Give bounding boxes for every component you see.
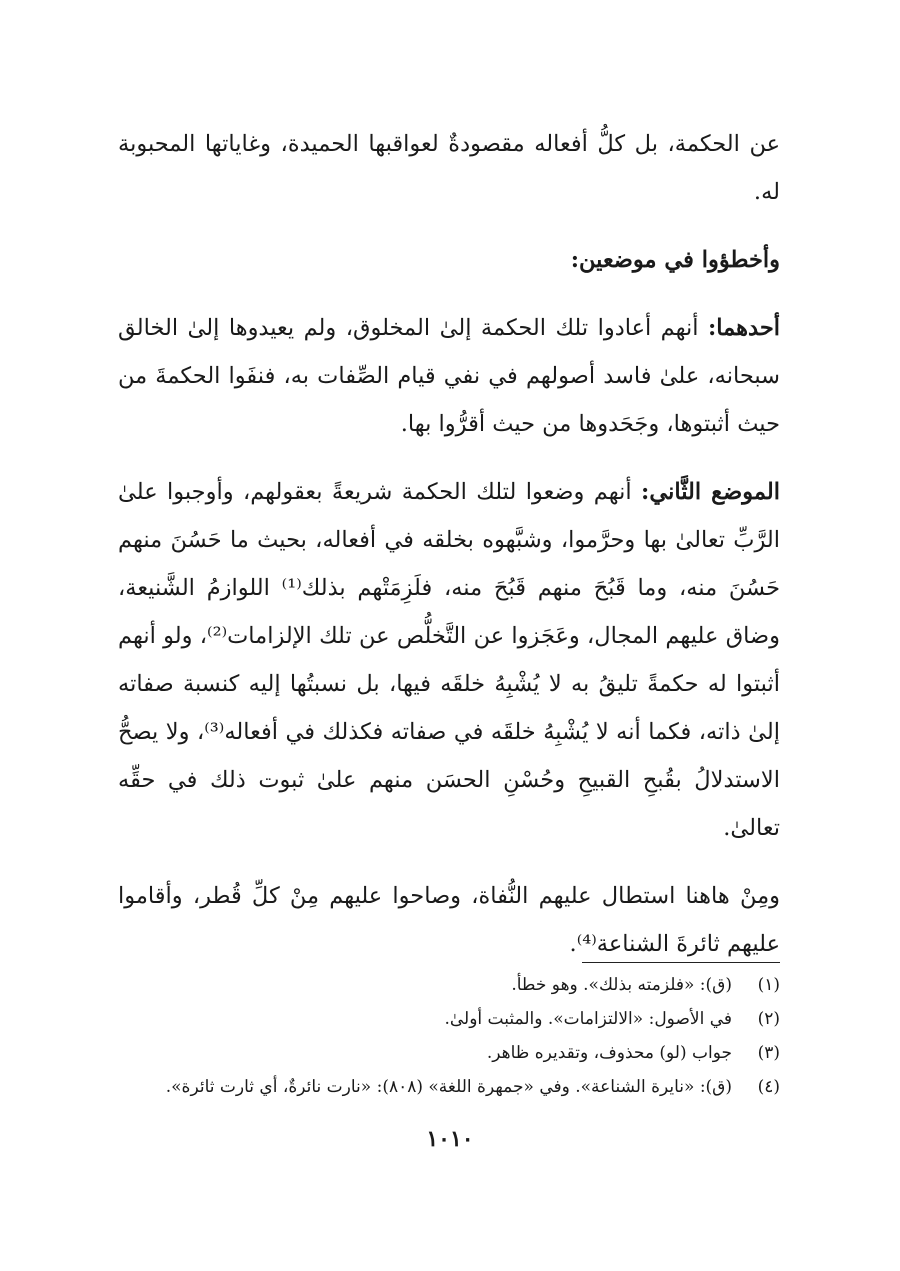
footnote-4 (118, 1070, 780, 1104)
section-heading: وأخطؤوا في موضعين: (570, 247, 780, 273)
footnote-text: (ق): «نايرة الشناعة». وفي «جمهرة اللغة» (٨٠٨): «نارت نائرةٌ، أي ثارت ثائرة». (165, 1077, 732, 1097)
footnote-3 (118, 1036, 780, 1070)
paragraph-3 (118, 468, 780, 852)
footnote-number: (١) (757, 975, 780, 995)
paragraph-1: عن الحكمة، بل كلُّ أفعاله مقصودةٌ لعواقبها الحميدة، وغاياتها المحبوبة له. (118, 131, 780, 205)
paragraph-4: ومِنْ هاهنا استطال عليهم النُّفاة، وصاحوا عليهم مِنْ كلِّ قُطر، وأقاموا عليهم ثائرةَ الشناعة⁽⁴⁾. (118, 883, 780, 957)
footnote-divider (582, 962, 780, 963)
paragraph-3-text: أنهم وضعوا لتلك الحكمة شريعةً بعقولهم، وأوجبوا علىٰ الرَّبِّ تعالىٰ بها وحرَّموا، وشبَّهوه بخلقه في أفعاله، بحيث ما حَسُنَ منهم حَسُنَ منه، وما قَبُحَ منهم قَبُحَ منه، فلَزِمَتْهم بذلك⁽¹⁾ اللوازمُ الشَّنيعة، وضاق عليهم المجال، وعَجَزوا عن التَّخلُّص عن تلك الإلزامات⁽²⁾، ولو أنهم أثبتوا له حكمةً تليقُ به لا يُشْبِهُ خلقَه فيها، بل نسبتُها إليه كنسبة صفاته إلىٰ ذاته، فكما أنه لا يُشْبِهُ خلقَه في صفاته فكذلك في أفعاله⁽³⁾، ولا يصحُّ الاستدلالُ بقُبحِ القبيحِ وحُسْنِ الحسَن منهم علىٰ ثبوت ذلك في حقِّه تعالىٰ. (118, 479, 781, 841)
footnote-number: (٢) (757, 1009, 780, 1029)
main-text (118, 120, 780, 968)
footnote-number: (٣) (757, 1043, 780, 1063)
footnote-text: في الأصول: «الالتزامات». والمثبت أولىٰ. (444, 1009, 732, 1029)
paragraph-3-lead: الموضع الثَّاني: (641, 479, 780, 505)
footnotes (118, 968, 780, 1104)
page-number: ١٠١٠ (426, 1126, 474, 1152)
footnote-text: (ق): «فلزمته بذلك». وهو خطأ. (511, 975, 732, 995)
paragraph-2-lead: أحدهما: (707, 315, 780, 341)
footnote-number: (٤) (757, 1077, 780, 1097)
footnote-text: جواب (لو) محذوف، وتقديره ظاهر. (486, 1043, 732, 1063)
footnote-2 (118, 1002, 780, 1036)
footnote-1 (118, 968, 780, 1002)
paragraph-2 (118, 304, 780, 448)
paragraph-2-text: أنهم أعادوا تلك الحكمة إلىٰ المخلوق، ولم يعيدوها إلىٰ الخالق سبحانه، علىٰ فاسد أصولهم في نفي قيام الصِّفات به، فنفَوا الحكمةَ من حيث أثبتوها، وجَحَدوها من حيث أقرُّوا بها. (118, 315, 780, 437)
